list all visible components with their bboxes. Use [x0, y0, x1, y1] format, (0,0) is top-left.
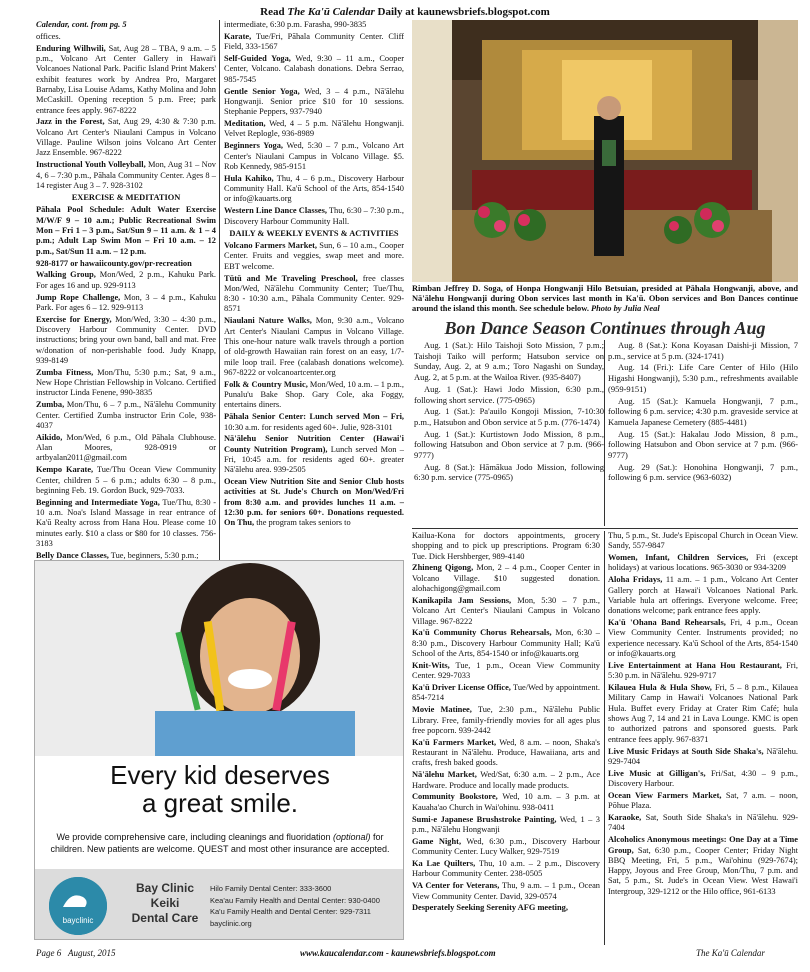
lead-text: Kailua-Kona for doctors appointments, grocery shopping and to pick up prescriptions. Program 6:30 Tue. Dick Hershberger, 989-4140: [412, 531, 600, 561]
listing-item: [224, 119, 404, 140]
listing-title: Kanikapila Jam Sessions,: [412, 595, 512, 605]
listing-title: Live Entertainment at Hana Hou Restaurant,: [608, 660, 782, 670]
listing-item: [36, 315, 216, 366]
listing-title: Knit-Wits,: [412, 660, 450, 670]
listing-details: 10:30 a.m. for residents aged 60+. Julie, 928-3101: [224, 422, 393, 432]
listing-item: [412, 859, 600, 880]
listing-details: Thu, 9 a.m. – 1 p.m., Ocean View Community Center. David, 329-0574: [412, 881, 600, 901]
lead-text: Thu, 5 p.m., St. Jude's Episcopal Church in Ocean View. Sandy, 557-9847: [608, 531, 798, 551]
bon-schedule-right: [608, 340, 798, 484]
clinic-phone: Ka'u Family Health and Dental Center: 929-7311: [210, 907, 371, 916]
listing-title: Game Night,: [412, 836, 462, 846]
listing-item: [36, 270, 216, 291]
calendar-column-4: [608, 531, 798, 945]
listing-title: Jazz in the Forest,: [36, 117, 105, 127]
listing-details: Mon/Wed, 3:30 – 4:30 p.m., Discovery Harbour Community Center. DVD instructions; bring your own band, ball and mat. Free w/donation of non-perishable food. Judy Knapp, 939-8149: [36, 314, 216, 365]
ad-headline-line2: a great smile.: [141, 788, 299, 818]
header-paper-name: The Ka'ū Calendar: [287, 6, 375, 18]
listing-details: the program takes seniors to: [254, 518, 351, 528]
listing-item: [36, 293, 216, 314]
listing-details: Fri (except holidays) at various locations. 965-3030 or 934-3209: [608, 553, 798, 573]
listing-title: Self-Guided Yoga,: [224, 54, 291, 64]
listing-title: Karaoke,: [608, 813, 642, 823]
listing-title: Women, Infant, Children Services,: [608, 553, 749, 563]
column-divider: [219, 20, 220, 560]
listing-title: Ka'ū 'Ohana Band Rehearsals,: [608, 618, 726, 628]
listing-details: Mon/Wed, 10 a.m. – 1 p.m., Punalu'u Bake Shop. Gary Cole, aka Foggy, entertains diners.: [224, 379, 404, 410]
listing-item: [36, 498, 216, 549]
photo-credit: Photo by Julia Neal: [591, 304, 660, 314]
listing-item: [224, 434, 404, 475]
listing-details: Fri, 4 p.m., Ocean View Community Center. Instruments provided; no experience necessary. Ka'ū School of the Arts, 854-1540 or info@kauarts.org: [608, 618, 798, 659]
bon-dance-entry: Aug. 29 (Sat.): Honohina Hongwanji, 7 p.m., following 6 p.m. service (963-6032): [608, 461, 798, 483]
clinic-phone: Hilo Family Dental Center: 333-3600: [210, 884, 332, 893]
calendar-column-1: [36, 20, 216, 560]
listing-item: [608, 553, 798, 574]
lead-text: intermediate, 6:30 p.m. Farasha, 990-3835: [224, 20, 367, 29]
bon-dance-entry: Aug. 14 (Fri.): Life Care Center of Hilo (Hilo Higashi Hongwanji), 5:30 p.m., refreshments available (959-9151): [608, 362, 798, 394]
listing-details: Fri, 5 – 8 p.m., Kilauea Military Camp in Hawai'i Volcanoes National Park Hula. Buffet every Friday at Crater Rim Café; hula shows Aug 7, 14 and 21 in Lava Lounge. KMC is open to authorized patrons and sponsored guests. Park entrance fees apply. 967-8371: [608, 683, 798, 744]
bon-dance-entry: Aug. 8 (Sat.): Hāmākua Jodo Mission, following 6:30 p.m. service (775-0965): [414, 461, 604, 483]
listing-details: Mon/Thu, 6 – 7 p.m., Nā'ālehu Community Center. Certified Zumba instructor Erin Cole, 938-4037: [36, 400, 216, 430]
listing-details: Tue, 1 p.m., Ocean View Community Center. 929-7033: [412, 660, 600, 681]
listing-details: Wed, 6:30 p.m., Discovery Harbour Community Center. Lucy Walker, 929-7519: [412, 836, 600, 857]
listing-item: [608, 835, 798, 897]
listing-item: [36, 44, 216, 116]
listing-details: 11 a.m. – 1 p.m., Volcano Art Center Gallery porch at Hawai'i Volcanoes National Park. Variable hula art offerings. Everyone welcome. Free; donations welcome; park entrance fees apply.: [608, 575, 798, 616]
listing-title: Ka Lae Quilters,: [412, 859, 476, 869]
listing-details: Mon, 5:30 – 7 p.m., Volcano Art Center's Niaulani Campus in Volcano Village. 967-8222: [412, 595, 600, 626]
listing-title: Instructional Youth Volleyball,: [36, 160, 146, 170]
listing-title: Nā'ālehu Senior Nutrition Center (Hawai'i County Nutrition Program),: [224, 434, 404, 454]
listing-details: Wed, 4 – 5 p.m. Nā'ālehu Hongwanji. Velvet Replogle, 936-8989: [224, 119, 404, 139]
listing-details: free classes Mon/Wed, Nā'ālehu Community Center; Tue/Thu, 8:30 - 10:30 a.m., Pāhala Community Center. 929-8571: [224, 273, 404, 314]
listing-item: [36, 465, 216, 496]
listing-title: Beginning and Intermediate Yoga,: [36, 497, 160, 507]
listing-details: Tue/Thu Ocean View Community Center, children 5 – 6 p.m.; adults 6:30 – 8 p.m., beginning Feb. 19. Gordon Buck, 929-7033.: [36, 465, 216, 495]
listing-item: [224, 477, 404, 528]
listing-details: Wed, 9:30 – 11 a.m., Cooper Center, Volcano. Calabash donations. Debra Serrao, 985-7545: [224, 54, 404, 84]
listing-item: [608, 791, 798, 812]
listing-details: Tue, 2:30 p.m., Nā'ālehu Public Library. Free, family-friendly movies for all ages plus free popcorn. 939-2442: [412, 705, 600, 735]
listing-title: Aloha Fridays,: [608, 575, 663, 585]
temple-photo-illustration: [412, 20, 798, 282]
listing-title: Live Music at Gilligan's,: [608, 768, 706, 778]
listing-title: Ka'ū Driver License Office,: [412, 683, 511, 693]
listing-item: [412, 563, 600, 594]
listing-item: [36, 433, 216, 464]
listing-title: Aikido,: [36, 432, 63, 442]
listing-details: Sat, Aug 29, 4:30 & 7:30 p.m. Volcano Art Center's Niaulani Campus in Volcano Village. Pauline Wilson joins Volcano Art Center Jazz Ensemble. 967-8222: [36, 117, 216, 158]
listing-details: Thu, 4 – 6 p.m., Discovery Harbour Community Hall. Ka'ū School of the Arts, 854-1540 or info@kauarts.org: [224, 173, 404, 204]
bon-dance-title: Bon Dance Season Continues through Aug: [444, 318, 766, 338]
listing-details: Sat, South Side Shaka's in Nā'ālehu. 929-7404: [608, 813, 798, 833]
bon-divider: [604, 340, 605, 526]
temple-photo: [412, 20, 798, 282]
listing-title: Community Bookstore,: [412, 792, 498, 802]
listing-item: [412, 770, 600, 791]
listing-item: [608, 813, 798, 834]
listing-item: [224, 274, 404, 315]
listing-details: Wed, 3 – 4 p.m., Nā'ālehu Hongwanji. Senior price $10 for 10 sessions. Stephanie Peppers, 937-7940: [224, 86, 404, 117]
column-divider: [604, 531, 605, 945]
child-illustration: [35, 561, 404, 756]
listing-item: [412, 628, 600, 659]
photo-caption: [412, 284, 798, 315]
listing-item: [412, 903, 600, 913]
listing-item: [224, 412, 404, 433]
listing-item: [224, 87, 404, 118]
pool-contact: 928-8177 or hawaiicounty.gov/pr-recreation: [36, 258, 192, 268]
listing-title: Tūtū and Me Traveling Preschool,: [224, 273, 358, 283]
bon-dance-entry: Aug. 1 (Sat.): Pa'auilo Kongoji Mission, 7-10:30 p.m., Hatsubon and Obon service at 5 p.m. (776-1474): [414, 406, 604, 427]
bon-dance-entry: Aug. 15 (Sat.): Hakalau Jodo Mission, 8 p.m., following Hatsubon and Obon service at 7 p.m. (966-9777): [608, 428, 798, 461]
section-heading-exercise: EXERCISE & MEDITATION: [71, 193, 181, 203]
section-heading-daily: DAILY & WEEKLY EVENTS & ACTIVITIES: [229, 228, 399, 238]
listing-title: Walking Group,: [36, 270, 96, 280]
listing-title: Exercise for Energy,: [36, 314, 112, 324]
bon-dance-entry: Aug. 1 (Sat.): Kurtistown Jodo Mission, 8 p.m., following Hatsubon and Obon service at 7 p.m. (966-9777): [414, 428, 604, 461]
listing-title: Ocean View Nutrition Site and Senior Club hosts activities at St. Jude's Church on Mon/Wed/Fri from 8:30 a.m. and provides lunches 11 a.m. – 12:30 p.m. for seniors 60+. Donations requested. On Thu,: [224, 477, 404, 528]
footer-web[interactable]: www.kaucalendar.com - kaunewsbriefs.blogspot.com: [300, 948, 496, 958]
listing-details: Sat, 7 a.m. – noon, Pōhue Plaza.: [608, 790, 798, 811]
bon-dance-entry: Aug. 1 (Sat.): Hilo Taishoji Soto Mission, 7 p.m.; Taishoji Taiko will perform; Hatsubon service on Sunday, Aug. 2, at 9 a.m.; Toro Nagashi on Sunday, Aug. 2, at 5 p.m. at the Wailoa River. (935-8407): [414, 340, 604, 383]
listing-details: Wed, 10 a.m. – 3 p.m. at Kauaha'ao Church in Wai'ohinu. 938-0411: [412, 792, 600, 812]
header-read: Read: [260, 6, 288, 18]
header-banner: [0, 6, 810, 18]
listing-details: Mon, 2 – 4 p.m., Cooper Center in Volcano Village. $10 suggested donation. alohachigong@gmail.com: [412, 563, 600, 594]
listing-title: Enduring Wilhwili,: [36, 43, 106, 53]
listing-item: [36, 117, 216, 158]
listing-details: Mon, 9:30 a.m., Volcano Art Center's Niaulani Campus in Volcano Village. This one-hour nature walk travels through a portion of old-growth Hawaiian rain forest on an easy, 1/7-mile loop trail. Free (calabash donations welcome). 967-8222 or volcanoartcenter.org: [224, 316, 404, 377]
bon-dance-entry: Aug. 8 (Sat.): Kona Koyasan Daishi-ji Mission, 7 p.m., service at 5 p.m. (324-1741): [608, 340, 798, 361]
listing-details: Sat, 6:30 p.m., Cooper Center; Friday Night BBQ Meeting, Fri, 5 p.m., Wai'ohinu (929-7674); Happy, Joyous and Free Group, Mon/Thu, 7 p.m. and Sat, 5 p.m., St. Jude's in Ocean View. West Hawai'i Intergroup, 329-1212 or the Hilo office, 961-6133: [608, 845, 798, 896]
clinic-phone: Kea'au Family Health and Dental Center: 930-0400: [210, 895, 380, 905]
listing-details: Fri/Sat, 4:30 – 9 p.m., Discovery Harbour.: [608, 768, 798, 788]
listing-item: [412, 596, 600, 627]
listing-title: Zumba Fitness,: [36, 367, 94, 377]
listing-details: Sat, Aug 28 – TBA, 9 a.m. – 5 p.m., Volcano Art Center Gallery in Hawai'i Volcanoes National Park. Pacific Island Print Makers' exhibit features work by Andrea Pro, Margaret Barnaby, Lisa Louise Adams, Kathy Molina and John McCaskill. Opening reception 5 p.m. Free; park entrance fees apply. 967-8222: [36, 43, 216, 115]
listing-item: [412, 792, 600, 813]
listing-title: VA Center for Veterans,: [412, 881, 500, 891]
listing-title: Western Line Dance Classes,: [224, 206, 327, 216]
listing-item: [224, 141, 404, 172]
listing-title: Zumba,: [36, 400, 65, 410]
listing-details: Wed/Sat, 6:30 a.m. – 2 p.m., Ace Hardware. Produce and locally made products.: [412, 770, 600, 790]
listing-details: Nā'ālehu. 929-7404: [608, 746, 798, 766]
listing-item: [224, 32, 404, 53]
listing-title: Live Music Fridays at South Side Shaka's,: [608, 746, 764, 756]
listing-details: Mon/Wed, 2 p.m., Kahuku Park. For ages 16 and up. 929-9113: [36, 270, 216, 290]
listing-title: Pāhala Senior Center: Lunch served Mon – Fri,: [224, 412, 404, 422]
listing-details: Tue/Thu, 8:30 - 10 a.m. Noa's Island Massage in rear entrance of Ka'ū Realty across from Hana Hou. Please come 10 minutes early. $10 a class or $80 for 10 classes. 756-3183: [36, 497, 216, 548]
listing-title: Nā'ālehu Market,: [412, 770, 477, 780]
listing-details: Tue/Fri, Pāhala Community Center. Cliff Field, 333-1567: [224, 31, 404, 52]
listing-title: Alcoholics Anonymous meetings: One Day at a Time Group,: [608, 835, 798, 855]
smiling-child-photo: [35, 561, 404, 756]
ad-body: We provide comprehensive care, including cleanings and fluoridation (optional) for children. New patients are welcome. QUEST and most other insurance are accepted.: [50, 832, 390, 854]
listing-details: Mon/Wed, 6 p.m., Old Pāhala Clubhouse. Alan Moores, 928-0919 or artbyalan2011@gmail.com: [36, 432, 216, 463]
bayclinic-logo-icon: [49, 877, 107, 935]
listing-item: [224, 316, 404, 378]
listing-title: Karate,: [224, 31, 252, 41]
listing-details: Wed, 1 – 3 p.m., Nā'ālehu Hongwanji: [412, 814, 600, 834]
footer-page: Page 6 August, 2015: [36, 948, 116, 958]
continued-note: Calendar, cont. from pg. 5: [36, 20, 127, 29]
calendar-column-2: [224, 20, 404, 560]
caption-text: Rimban Jeffrey D. Soga, of Honpa Hongwanji Hilo Betsuian, presided at Pāhala Hongwanji, above, and Nā'ālehu Hongwanji during Obon services last month in Ka'ū. Obon services and Bon Dances continue around the island this month. See schedule below.: [412, 284, 798, 314]
logo-wordmark: bayclinic: [62, 916, 94, 925]
listing-details: Fri, 5:30 p.m. in Nā'ālehu. 929-9717: [608, 660, 798, 681]
listing-item: [36, 368, 216, 399]
bon-dance-entry: Aug. 1 (Sat.): Hawi Jodo Mission, 6:30 p.m., following short service. (775-0965): [414, 383, 604, 405]
listing-details: Wed, 8 a.m. – noon, Shaka's Restaurant in Nā'ālehu. Produce, Hawaiiana, arts and crafts, fresh baked goods.: [412, 737, 600, 768]
listing-details: Mon/Thu, 5:30 p.m.; Sat, 9 a.m., New Hope Christian Fellowship in Volcano. Certified instructor Linda Fenene, 990-3835: [36, 367, 216, 398]
listing-title: Desperately Seeking Serenity AFG meeting,: [412, 903, 568, 913]
listing-title: Ka'ū Community Chorus Rehearsals,: [412, 628, 552, 638]
listing-title: Folk & Country Music,: [224, 379, 308, 389]
listing-item: [224, 174, 404, 205]
listing-item: [224, 54, 404, 85]
listing-title: Belly Dance Classes,: [36, 550, 109, 560]
listing-title: Beginners Yoga,: [224, 141, 283, 151]
clinic-name: Bay Clinic Keiki Dental Care: [131, 881, 199, 925]
bayclinic-logo: [49, 877, 107, 935]
bay-clinic-ad[interactable]: [34, 560, 404, 940]
listing-item: [608, 575, 798, 616]
listing-details: Sun, 6 – 10 a.m., Cooper Center. Fruits and veggies, swap meet and more. EBT welcome.: [224, 241, 404, 271]
listing-item: [412, 705, 600, 736]
calendar-column-3: [412, 531, 600, 945]
bon-schedule-left: [414, 340, 604, 484]
listing-title: Volcano Farmers Market,: [224, 241, 317, 251]
listing-item: [608, 747, 798, 768]
listing-title: Niaulani Nature Walks,: [224, 316, 312, 326]
listing-item: [36, 400, 216, 431]
listing-details: Thu, 10 a.m. – 2 p.m., Discovery Harbour Community Center. 238-0505: [412, 859, 600, 879]
ad-headline: [35, 761, 404, 817]
ad-headline-line1: Every kid deserves: [110, 760, 330, 790]
listing-title: Zhineng Qigong,: [412, 563, 474, 573]
listing-title: Sumi-e Japanese Brushstroke Painting,: [412, 814, 557, 824]
listing-item: [224, 380, 404, 411]
listing-item: [608, 683, 798, 745]
listing-details: Wed, 5:30 – 7 p.m., Volcano Art Center's Niaulani Campus in Volcano Village. $5. Rob Kennedy, 985-9151: [224, 141, 404, 171]
listing-item: [608, 769, 798, 790]
clinic-phone-list: [210, 883, 400, 929]
bon-bottom-rule: [412, 528, 798, 529]
listing-title: Kempo Karate,: [36, 465, 94, 475]
listing-item: [412, 837, 600, 858]
listing-item: [224, 206, 404, 227]
listing-details: Tue, beginners, 5:30 p.m.;: [108, 550, 199, 560]
listing-item: [412, 815, 600, 836]
listing-details: Mon, 3 – 4 p.m., Kahuku Park. For ages 6 – 12. 929-9113: [36, 292, 216, 312]
listing-item: [36, 551, 216, 560]
listing-item: [412, 661, 600, 682]
listing-item: [224, 241, 404, 272]
listing-details: Lunch served Mon – Fri, 10:45 a.m. for residents aged 60+. greater Nā'ālehu area. 939-2505: [224, 444, 404, 475]
listing-title: Ka'ū Farmers Market,: [412, 737, 497, 747]
lead-text: offices.: [36, 31, 61, 41]
listing-title: Movie Matinee,: [412, 705, 472, 715]
listing-details: Thu, 6:30 – 7:30 p.m., Discovery Harbour Community Hall.: [224, 206, 404, 226]
listing-title: Meditation,: [224, 119, 266, 129]
header-daily[interactable]: Daily at kaunewsbriefs.blogspot.com: [374, 6, 550, 18]
listing-item: [412, 683, 600, 704]
pool-schedule: Pāhala Pool Schedule: Adult Water Exercise M/W/F 9 – 10 a.m.; Public Recreational Swim Mon – Fri 1 – 3 p.m., Sat/Sun 9 – 11 a.m. & 1 – 4 p.m.; Adult Lap Swim Mon – Fri 10 a.m. – 12 p.m., Sat/Sun 11 a.m. – 12 p.m.: [36, 205, 216, 256]
listing-item: [412, 738, 600, 769]
clinic-website-link[interactable]: bayclinic.org: [210, 918, 252, 928]
listing-details: Mon, Aug 31 – Nov 4, 6 – 7:30 p.m., Pāhala Community Center. Ages 8 – 14 register Aug 3 – 7. 928-3102: [36, 160, 216, 190]
listing-title: Hula Kahiko,: [224, 173, 274, 183]
listing-details: Mon, 6:30 – 8:30 p.m., Discovery Harbour Community Hall; Ka'ū School of the Arts, 854-1540 or info@kauarts.org: [412, 628, 600, 659]
listing-details: Tue/Wed by appointment. 854-7214: [412, 683, 600, 703]
listing-item: [36, 160, 216, 191]
listing-item: [412, 881, 600, 902]
listing-item: [608, 618, 798, 659]
footer-paper: The Ka'ū Calendar: [696, 948, 765, 958]
listing-title: Ocean View Farmers Market,: [608, 790, 722, 800]
listing-title: Kilauea Hula & Hula Show,: [608, 683, 712, 693]
bon-dance-entry: Aug. 15 (Sat.): Kamuela Hongwanji, 7 p.m., following 6 p.m. service; 4:30 p.m. graveside service at Kamuela Japanese Cemetery (885-4481): [608, 395, 798, 427]
listing-title: Gentle Senior Yoga,: [224, 86, 300, 96]
listing-title: Jump Rope Challenge,: [36, 292, 121, 302]
listing-item: [608, 661, 798, 682]
